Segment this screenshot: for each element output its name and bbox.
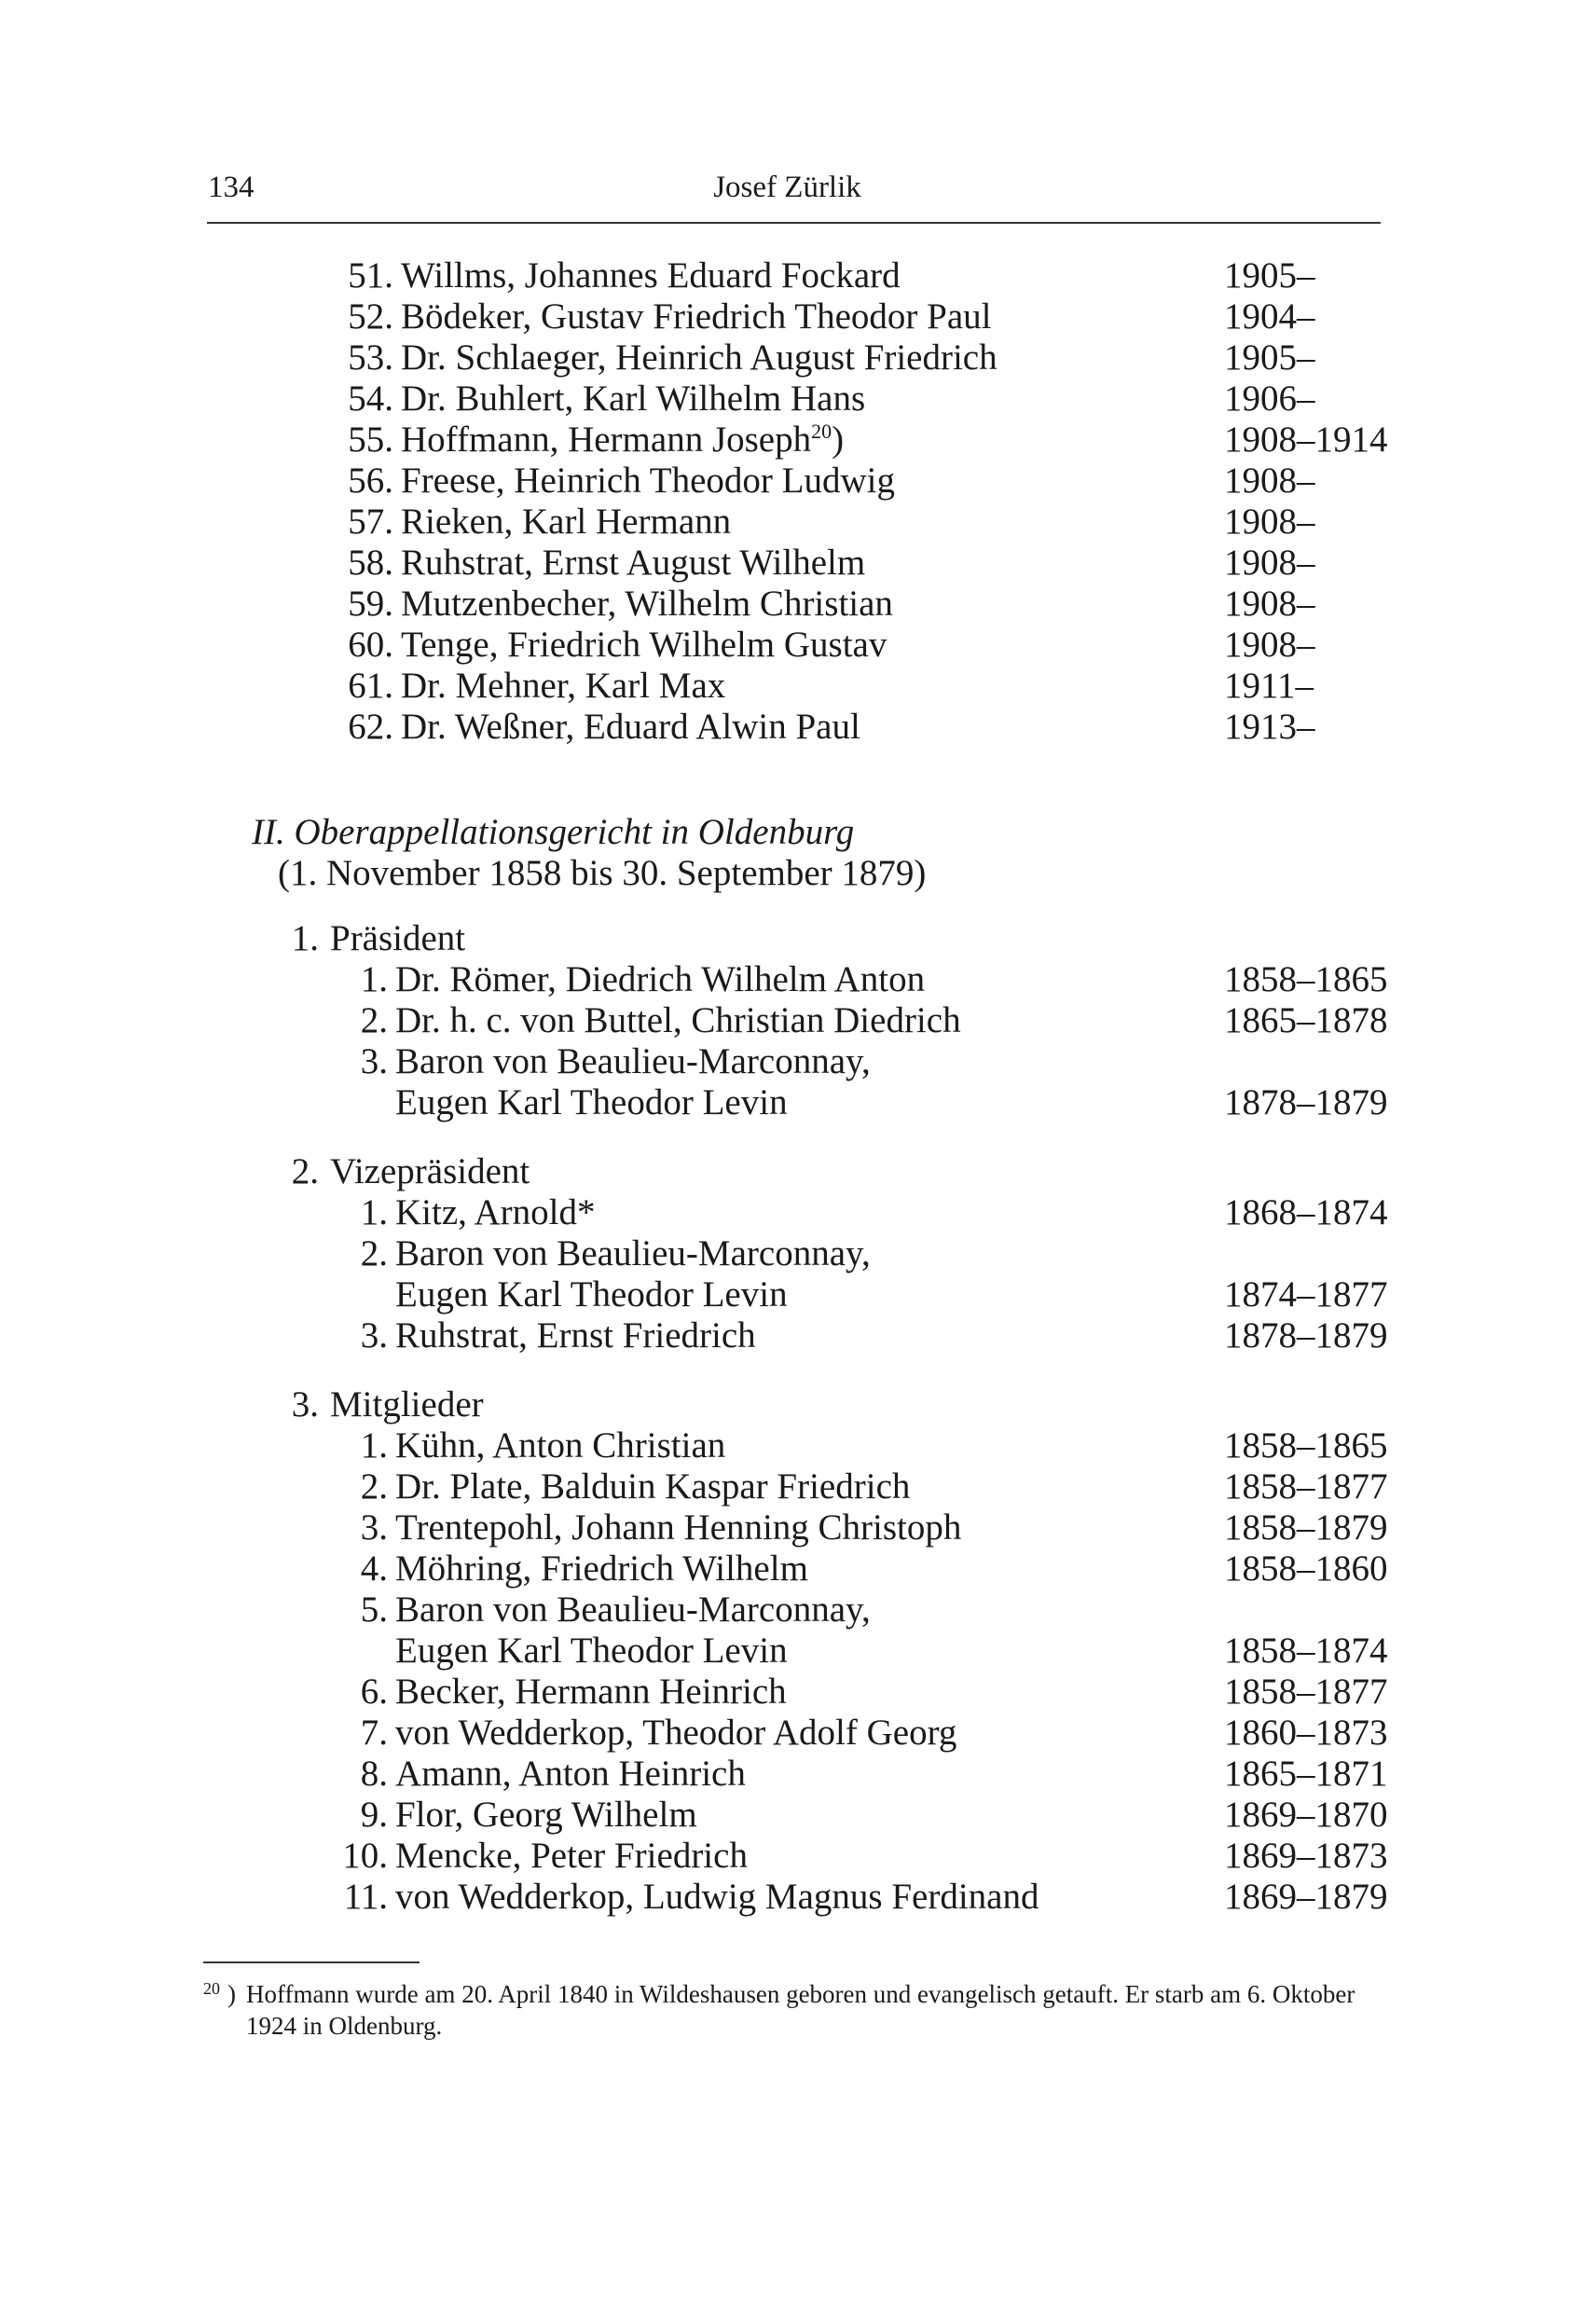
footnote	[203, 1978, 1380, 2042]
entry-name-text: Eugen Karl Theodor Levin	[395, 1082, 788, 1122]
entry-name	[401, 707, 860, 748]
entry-number: 10.	[342, 1836, 388, 1876]
entry-name	[395, 1041, 871, 1082]
entry-name-text: Dr. h. c. von Buttel, Christian Diedrich	[395, 1000, 961, 1040]
entry-number: 58.	[348, 543, 393, 583]
entry-years: 1908–	[1224, 584, 1315, 624]
entry-number: 61.	[348, 666, 393, 706]
entry-years: 1878–1879	[1224, 1315, 1388, 1356]
entry-number: 55.	[348, 420, 393, 460]
entry-number: 62.	[348, 707, 393, 747]
entry-name	[401, 255, 901, 296]
entry-name-text: Ruhstrat, Ernst August Wilhelm	[401, 543, 866, 583]
entry-number: 9.	[360, 1795, 388, 1835]
header-rule	[207, 222, 1381, 224]
group-heading	[289, 1384, 484, 1425]
entry-name-text: Baron von Beaulieu-Marconnay,	[395, 1233, 871, 1273]
page-header	[194, 171, 1381, 208]
group-number: 3.	[291, 1384, 319, 1424]
entry-years: 1858–1860	[1224, 1548, 1388, 1589]
group-number: 1.	[291, 918, 319, 958]
footnote-rule	[203, 1961, 420, 1963]
entry-years: 1908–	[1224, 625, 1315, 665]
entry-number: 1.	[360, 959, 388, 999]
entry-number: 8.	[360, 1754, 388, 1794]
entry-name	[395, 1631, 788, 1672]
entry-name	[401, 378, 865, 420]
entry-name-text: Trentepohl, Johann Henning Christoph	[395, 1507, 962, 1548]
entry-number: 57.	[348, 502, 393, 542]
entry-years: 1860–1873	[1224, 1713, 1388, 1753]
group-title: Präsident	[330, 918, 466, 958]
entry-number: 4.	[360, 1548, 388, 1589]
entry-years: 1858–1865	[1224, 1425, 1388, 1466]
entry-number: 6.	[360, 1672, 388, 1712]
entry-name-text: Willms, Johannes Eduard Fockard	[401, 255, 901, 296]
entry-years: 1865–1878	[1224, 1000, 1388, 1040]
entry-number: 59.	[348, 584, 393, 624]
entry-name	[395, 1754, 746, 1795]
footnote-reference: 20	[811, 420, 832, 443]
entry-number: 2.	[360, 1000, 388, 1040]
entry-years: 1904–	[1224, 296, 1315, 337]
entry-number: 3.	[360, 1507, 388, 1548]
entry-name	[395, 1507, 961, 1548]
entry-number: 1.	[360, 1425, 388, 1466]
entry-name-text: Flor, Georg Wilhelm	[395, 1795, 697, 1835]
entry-name	[395, 1590, 871, 1631]
running-title: Josef Zürlik	[713, 171, 861, 204]
entry-name-text: Baron von Beaulieu-Marconnay,	[395, 1590, 871, 1630]
entry-years: 1908–	[1224, 461, 1315, 501]
entry-name-text: Eugen Karl Theodor Levin	[395, 1274, 788, 1314]
entry-number: 2.	[360, 1233, 388, 1273]
entry-name	[395, 1795, 697, 1836]
entry-name	[401, 543, 865, 584]
entry-name	[401, 502, 731, 543]
footnote-mark-close: )	[227, 1980, 236, 2008]
group-number: 2.	[291, 1151, 319, 1191]
entry-number: 51.	[348, 255, 393, 296]
group-heading	[289, 1151, 530, 1192]
footnote-mark: 20	[203, 1979, 220, 1998]
entry-name-text: Eugen Karl Theodor Levin	[395, 1631, 788, 1671]
entry-name	[395, 1672, 787, 1713]
entry-years: 1878–1879	[1224, 1082, 1388, 1122]
entry-number: 1.	[360, 1192, 388, 1232]
entry-name	[401, 337, 998, 378]
entry-name-text: Rieken, Karl Hermann	[401, 502, 732, 542]
entry-name-text: Kitz, Arnold*	[395, 1192, 596, 1232]
entry-number: 2.	[360, 1466, 388, 1507]
entry-number: 53.	[348, 337, 393, 378]
entry-name-text: Dr. Plate, Balduin Kaspar Friedrich	[395, 1466, 911, 1507]
entry-years: 1906–	[1224, 378, 1315, 419]
entry-years: 1908–	[1224, 502, 1315, 542]
entry-years: 1858–1865	[1224, 959, 1388, 999]
entry-years: 1858–1874	[1224, 1631, 1388, 1671]
entry-years: 1858–1877	[1224, 1672, 1388, 1712]
entry-name-text: Dr. Buhlert, Karl Wilhelm Hans	[401, 378, 866, 419]
entry-name-text: von Wedderkop, Theodor Adolf Georg	[395, 1713, 957, 1753]
entry-name	[395, 1192, 595, 1233]
entry-name	[395, 1425, 725, 1466]
entry-name	[395, 1315, 756, 1356]
entry-name	[395, 1713, 956, 1754]
entry-number: 52.	[348, 296, 393, 337]
section-number: II.	[252, 812, 285, 852]
section-heading	[252, 812, 854, 853]
entry-name	[395, 1836, 748, 1877]
entry-years: 1913–	[1224, 707, 1315, 747]
entry-name-text: Bödeker, Gustav Friedrich Theodor Paul	[401, 296, 992, 337]
entry-name-text: Baron von Beaulieu-Marconnay,	[395, 1041, 871, 1081]
entry-years: 1858–1877	[1224, 1466, 1388, 1507]
entry-name	[395, 959, 925, 1000]
entry-name-text: Dr. Römer, Diedrich Wilhelm Anton	[395, 959, 926, 999]
group-heading	[289, 918, 465, 959]
entry-years: 1868–1874	[1224, 1192, 1388, 1232]
entry-years: 1869–1870	[1224, 1795, 1388, 1835]
entry-years: 1908–	[1224, 543, 1315, 583]
entry-name	[395, 1548, 808, 1590]
group-title: Mitglieder	[330, 1384, 484, 1424]
entry-number: 11.	[343, 1877, 388, 1917]
entry-name	[401, 625, 887, 666]
entry-name	[401, 461, 895, 502]
entry-name-text: Amann, Anton Heinrich	[395, 1754, 746, 1794]
entry-name-text: Dr. Mehner, Karl Max	[401, 666, 726, 706]
entry-number: 3.	[360, 1315, 388, 1356]
entry-name-text: Dr. Weßner, Eduard Alwin Paul	[401, 707, 860, 747]
entry-years: 1869–1873	[1224, 1836, 1388, 1876]
entry-name	[401, 420, 844, 461]
entry-name-text: Mutzenbecher, Wilhelm Christian	[401, 584, 893, 624]
entry-name-text: Mencke, Peter Friedrich	[395, 1836, 748, 1876]
entry-number: 54.	[348, 378, 393, 419]
entry-name	[401, 666, 725, 707]
entry-name	[401, 296, 992, 337]
entry-number: 5.	[360, 1590, 388, 1630]
entry-name-text: Freese, Heinrich Theodor Ludwig	[401, 461, 895, 501]
entry-name	[395, 1233, 871, 1274]
entry-name	[395, 1082, 788, 1123]
entry-number: 3.	[360, 1041, 388, 1081]
entry-name-text: von Wedderkop, Ludwig Magnus Ferdinand	[395, 1877, 1039, 1917]
entry-name	[395, 1877, 1039, 1918]
entry-name-text: Möhring, Friedrich Wilhelm	[395, 1548, 808, 1589]
section-dates: (1. November 1858 bis 30. September 1879)	[278, 853, 927, 893]
entry-name	[395, 1000, 961, 1041]
entry-years: 1865–1871	[1224, 1754, 1388, 1794]
entry-years: 1874–1877	[1224, 1274, 1388, 1314]
page-number: 134	[208, 171, 255, 204]
entry-years: 1905–	[1224, 337, 1315, 378]
entry-name-text: Becker, Hermann Heinrich	[395, 1672, 787, 1712]
entry-name-text: Tenge, Friedrich Wilhelm Gustav	[401, 625, 887, 665]
entry-name-text: Kühn, Anton Christian	[395, 1425, 726, 1466]
entry-years: 1905–	[1224, 255, 1315, 296]
entry-number: 56.	[348, 461, 393, 501]
entry-name	[395, 1466, 910, 1507]
footnote-reference-close: )	[832, 420, 845, 460]
footnote-text: Hoffmann wurde am 20. April 1840 in Wildeshausen geboren und evangelisch getauft. Er starb am 6. Oktober 1924 in Oldenburg.	[246, 1980, 1355, 2040]
entry-years: 1869–1879	[1224, 1877, 1388, 1917]
section-title: Oberappellationsgericht in Oldenburg	[294, 812, 855, 852]
entry-name-text: Dr. Schlaeger, Heinrich August Friedrich	[401, 337, 998, 378]
entry-name-text: Ruhstrat, Ernst Friedrich	[395, 1315, 756, 1356]
entry-years: 1858–1879	[1224, 1507, 1388, 1548]
entry-number: 60.	[348, 625, 393, 665]
entry-years: 1908–1914	[1224, 420, 1388, 460]
entry-years: 1911–	[1224, 666, 1314, 706]
entry-name	[395, 1274, 788, 1315]
entry-name	[401, 584, 893, 625]
entry-name-text: Hoffmann, Hermann Joseph	[401, 420, 812, 460]
group-title: Vizepräsident	[330, 1151, 530, 1191]
entry-number: 7.	[360, 1713, 388, 1753]
